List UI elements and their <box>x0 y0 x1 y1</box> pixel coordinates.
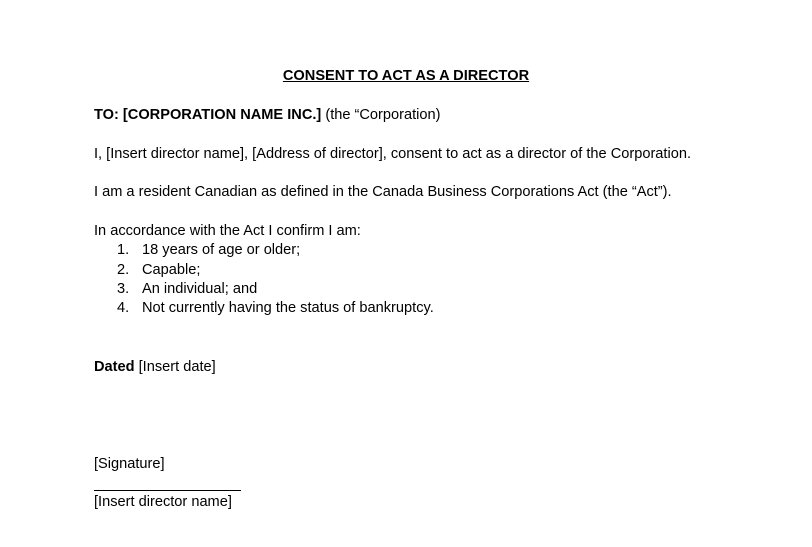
condition-text: Not currently having the status of bankruptcy. <box>142 300 434 316</box>
signature-line <box>94 490 241 491</box>
consent-sentence: I, [Insert director name], [Address of director], consent to act as a director of the Corporation. <box>94 146 692 162</box>
addressee-suffix: (the “Corporation) <box>321 107 441 123</box>
director-name-placeholder: [Insert director name] <box>94 494 232 510</box>
document-title: CONSENT TO ACT AS A DIRECTOR <box>282 68 530 84</box>
dated-value: [Insert date] <box>134 359 216 375</box>
condition-number: 1. <box>117 242 130 258</box>
condition-number: 3. <box>117 281 130 297</box>
confirm-intro: In accordance with the Act I confirm I am: <box>94 223 361 239</box>
condition-number: 2. <box>117 262 130 278</box>
addressee-label: TO: [CORPORATION NAME INC.] <box>94 107 322 123</box>
signature-placeholder: [Signature] <box>94 456 165 472</box>
dated-line <box>94 358 216 376</box>
residency-sentence: I am a resident Canadian as defined in the Canada Business Corporations Act (the “Act”). <box>94 184 672 200</box>
condition-text: An individual; and <box>142 281 258 297</box>
condition-text: 18 years of age or older; <box>142 242 301 258</box>
condition-number: 4. <box>117 300 130 316</box>
condition-text: Capable; <box>142 262 201 278</box>
dated-label: Dated <box>94 359 135 375</box>
addressee-line <box>94 106 441 124</box>
